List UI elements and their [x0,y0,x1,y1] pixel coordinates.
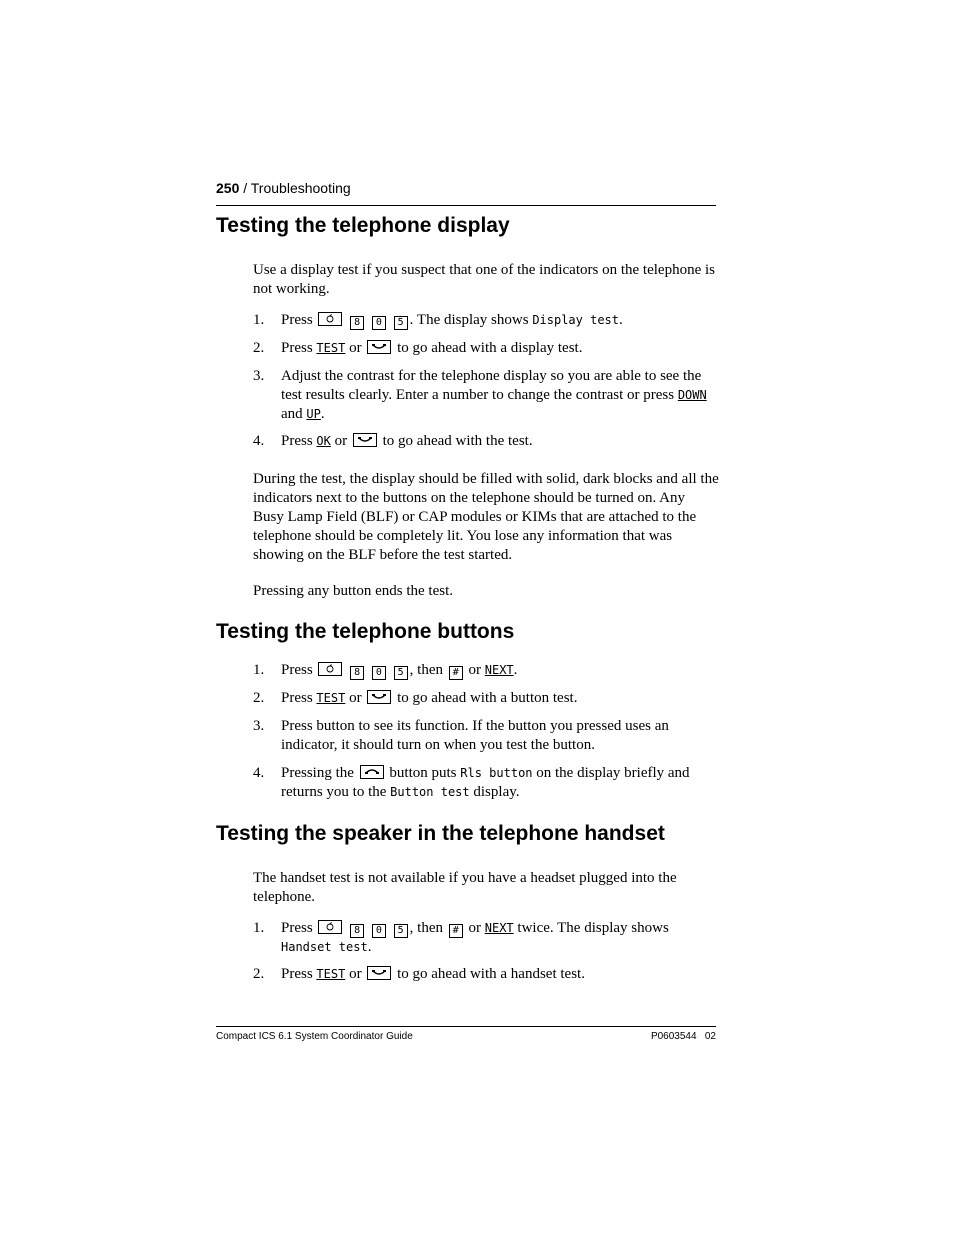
feature-key-icon [318,312,342,326]
softkey-down: DOWN [677,388,707,402]
step-number: 2. [253,966,265,982]
key-8: 8 [350,924,364,938]
key-8: 8 [350,666,364,680]
softkey-test: TEST [316,967,346,981]
step-text: Press 8 0 5 , then # or NEXT twice. The display shows Handset test. [281,920,669,955]
handset-test-intro: The handset test is not available if you have a headset plugged into the telephone. [253,870,677,905]
feature-key-icon [318,662,342,676]
step-text: Press OK or to go ahead with the test. [281,433,533,449]
step-number: 4. [253,433,265,449]
step-number: 1. [253,920,265,936]
step-text: Adjust the contrast for the telephone display so you are able to see the test results clearly. Enter a number to change the contrast or press DOWN and UP. [281,368,707,422]
footer-doc-number: P0603544 02 [650,1031,716,1042]
section-title-display-test: Testing the telephone display [216,214,510,237]
display-readout: Button test [390,785,470,799]
step-text: Press TEST or to go ahead with a button test. [281,690,578,706]
handsfree-key-icon [367,966,391,980]
step-text: Press 8 0 5 . The display shows Display test. [281,312,623,328]
display-test-description: During the test, the display should be filled with solid, dark blocks and all the indicators next to the buttons on the telephone should be turned on. Any Busy Lamp Field (BLF) or CAP modules or KIMs that are attached to the telephone should be completely lit. You lose any information that was showing on the BLF before the test started. [253,471,719,563]
key-pound: # [449,666,463,680]
display-test-intro: Use a display test if you suspect that one of the indicators on the telephone is not working. [253,262,715,297]
release-key-icon [360,765,384,779]
step-number: 1. [253,312,265,328]
step-text: Pressing the button puts Rls button on the display briefly and returns you to the Button test display. [281,765,690,800]
softkey-ok: OK [316,434,331,448]
softkey-up: UP [306,407,321,421]
page-number: 250 [216,180,240,196]
display-test-end-note: Pressing any button ends the test. [253,583,453,599]
step-number: 2. [253,690,265,706]
key-5: 5 [394,666,408,680]
softkey-test: TEST [316,341,346,355]
section-title-handset-test: Testing the speaker in the telephone handset [216,822,665,845]
key-8: 8 [350,316,364,330]
display-readout: Handset test [281,940,368,954]
softkey-test: TEST [316,691,346,705]
step-text: Press 8 0 5 , then # or NEXT. [281,662,518,678]
handsfree-key-icon [367,340,391,354]
key-5: 5 [394,924,408,938]
step-number: 2. [253,340,265,356]
key-0: 0 [372,924,386,938]
header-rule [216,205,716,206]
step-number: 3. [253,718,265,734]
step-number: 1. [253,662,265,678]
softkey-next: NEXT [484,921,514,935]
handsfree-key-icon [367,690,391,704]
footer-title: Compact ICS 6.1 System Coordinator Guide [216,1031,413,1042]
footer-rule [216,1026,716,1027]
step-text: Press button to see its function. If the button you pressed uses an indicator, it should turn on when you test the button. [281,718,669,753]
step-text: Press TEST or to go ahead with a display test. [281,340,583,356]
section-name: / Troubleshooting [243,180,351,196]
step-number: 3. [253,368,265,384]
key-pound: # [449,924,463,938]
display-readout: Rls button [460,766,533,780]
display-readout: Display test [532,313,620,327]
section-title-button-test: Testing the telephone buttons [216,620,515,643]
key-0: 0 [372,316,386,330]
step-text: Press TEST or to go ahead with a handset test. [281,966,585,982]
running-head [216,180,716,196]
step-number: 4. [253,765,265,781]
key-5: 5 [394,316,408,330]
feature-key-icon [318,920,342,934]
key-0: 0 [372,666,386,680]
handsfree-key-icon [353,433,377,447]
softkey-next: NEXT [484,663,514,677]
